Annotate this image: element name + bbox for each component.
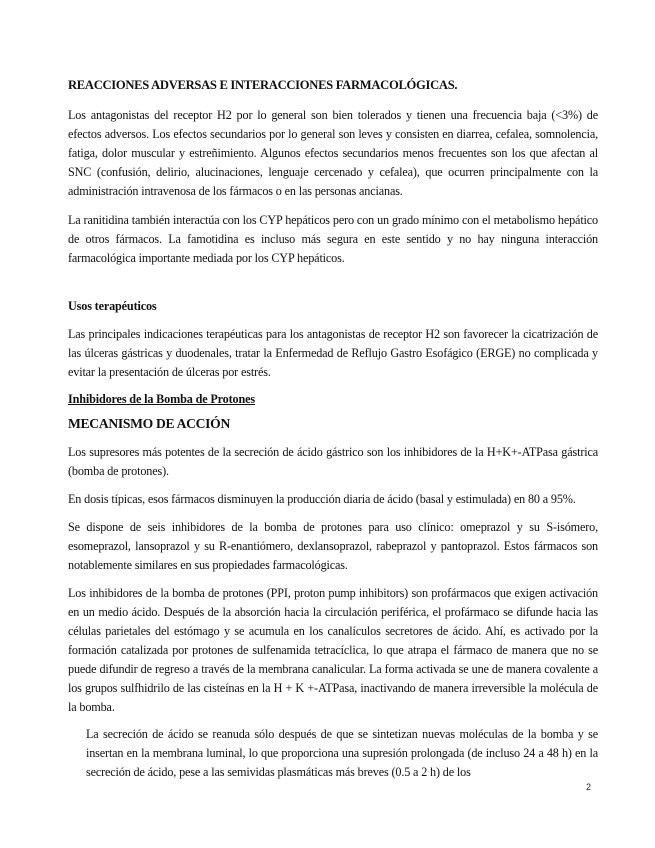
paragraph-ranitidina: La ranitidina también interactúa con los CYP hepáticos pero con un grado mínimo con el metabolismo hepático de otros fármacos. La famotidina es incluso más segura en este sentido y no hay ninguna interacción farmacológica importante mediada por los CYP hepáticos. <box>68 213 598 265</box>
paragraph-secrecion: La secreción de ácido se reanuda sólo después de que se sintetizan nuevas moléculas de la bomba y se insertan en la membrana luminal, lo que proporciona una supresión prolongada (de incluso 24 a 48 h) en la secreción de ácido, pese a las semividas plasmáticas más breves (0.5 a 2 h) de los <box>86 727 598 779</box>
paragraph-antagonistas: Los antagonistas del receptor H2 por lo general son bien tolerados y tienen una frecuencia baja (<3%) de efectos adversos. Los efectos secundarios por lo general son leves y consisten en diarrea, cefalea, somnolencia, fatiga, dolor muscular y estreñimiento. Algunos efectos secundarios menos frecuentes son los que afectan al SNC (confusión, delirio, alucinaciones, lenguaje cercenado y cefalea), que ocurren principalmente con la administración intravenosa de los fármacos o en las personas ancianas. <box>68 108 598 198</box>
paragraph-seis-inhibidores: Se dispone de seis inhibidores de la bomba de protones para uso clínico: omeprazol y su S-isómero, esomeprazol, lansoprazol y su R-enantiómero, dexlansoprazol, rabeprazol y pantoprazol. Estos fármacos son notablemente similares en sus propiedades farmacológicas. <box>68 520 598 572</box>
paragraph-supresores: Los supresores más potentes de la secreción de ácido gástrico son los inhibidores de la H+K+-ATPasa gástrica (bomba de protones). <box>68 445 598 478</box>
heading-mecanismo-accion: MECANISMO DE ACCIÓN <box>68 416 230 431</box>
paragraph-usos: Las principales indicaciones terapéuticas para los antagonistas de receptor H2 son favorecer la cicatrización de las úlceras gástricas y duodenales, tratar la Enfermedad de Reflujo Gastro Esofágico (ERGE) no complicada y evitar la presentación de úlceras por estrés. <box>68 327 598 379</box>
page-number: 2 <box>586 782 592 792</box>
paragraph-ppi: Los inhibidores de la bomba de protones (PPI, proton pump inhibitors) son profármacos que exigen activación en un medio ácido. Después de la absorción hacia la circulación periférica, el profármaco se difunde hacia las células parietales del estómago y se acumula en los canalículos secretores de ácido. Ahí, es activado por la formación catalizada por protones de sulfenamida tetracíclica, lo que atrapa el fármaco de manera que no se puede difundir de regreso a través de la membrana canalicular. La forma activada se une de manera covalente a los grupos sulfhidrilo de las cisteínas en la H + K +-ATPasa, inactivando de manera irreversible la molécula de la bomba. <box>68 586 598 714</box>
document-page <box>68 72 598 782</box>
heading-reacciones-adversas: REACCIONES ADVERSAS E INTERACCIONES FARMACOLÓGICAS. <box>68 78 458 92</box>
paragraph-dosis: En dosis típicas, esos fármacos disminuyen la producción diaria de ácido (basal y estimulada) en 80 a 95%. <box>68 492 576 506</box>
heading-inhibidores-bomba: Inhibidores de la Bomba de Protones <box>68 392 255 406</box>
heading-usos-terapeuticos: Usos terapéuticos <box>68 299 157 313</box>
